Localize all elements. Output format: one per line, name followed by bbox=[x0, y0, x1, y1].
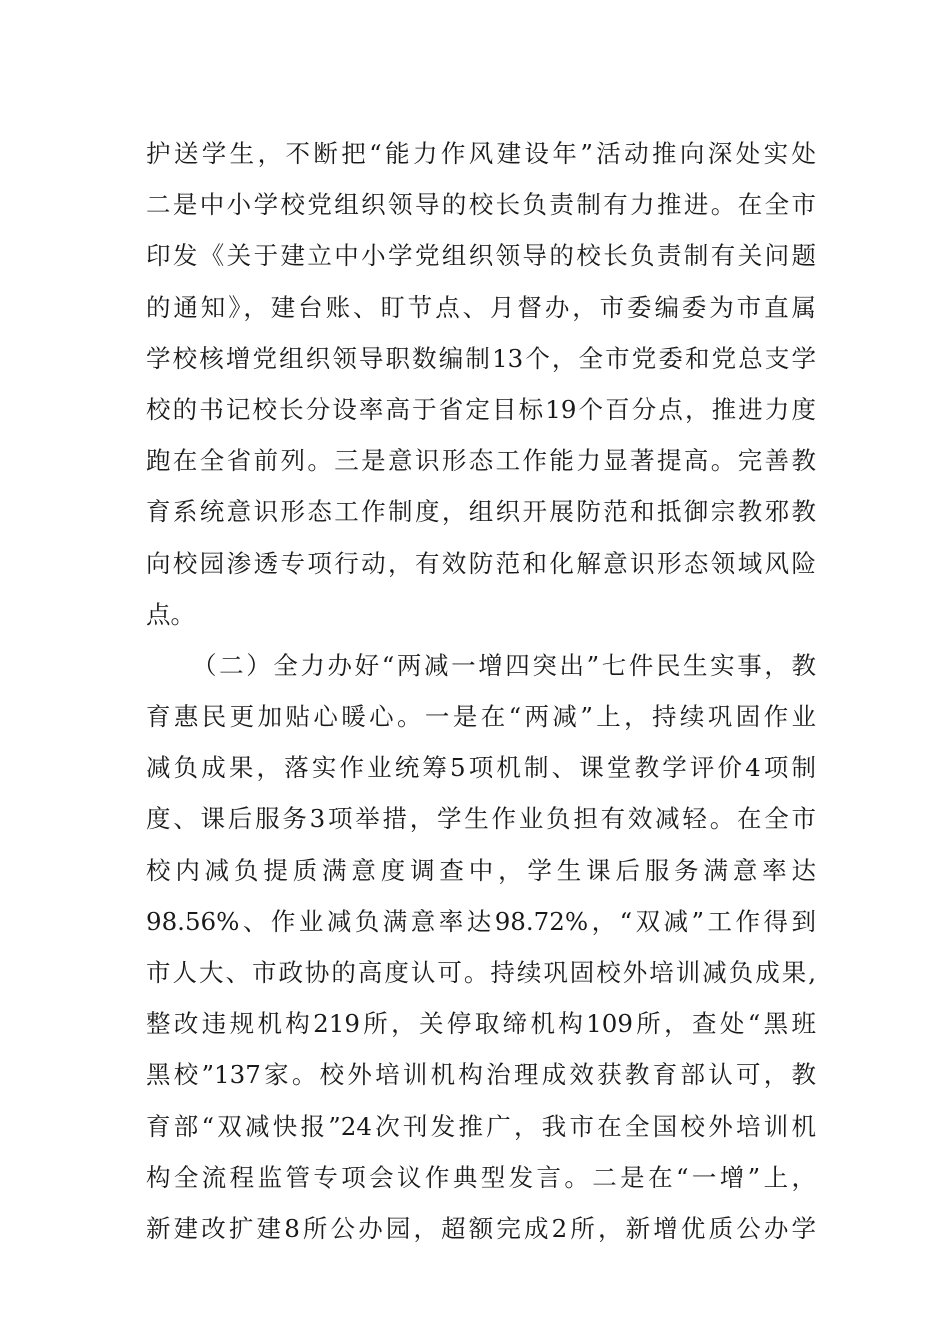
text-line: 育部“双减快报”24次刊发推广，我市在全国校外培训机 bbox=[146, 1111, 816, 1141]
text-line: 整改违规机构219所，关停取缔机构109所，查处“黑班 bbox=[146, 1009, 816, 1039]
text-line: 的通知》，建台账、盯节点、月督办，市委编委为市直属 bbox=[146, 292, 816, 322]
text-line: 构全流程监管专项会议作典型发言。二是在“一增”上， bbox=[146, 1162, 816, 1192]
text-line: 印发《关于建立中小学党组织领导的校长负责制有关问题 bbox=[146, 241, 816, 271]
text-line: 育系统意识形态工作制度，组织开展防范和抵御宗教邪教 bbox=[146, 497, 816, 527]
text-line: 黑校”137家。校外培训机构治理成效获教育部认可，教 bbox=[146, 1060, 816, 1090]
text-line: 新建改扩建8所公办园，超额完成2所，新增优质公办学 bbox=[146, 1213, 816, 1243]
text-line: 向校园渗透专项行动，有效防范和化解意识形态领域风险 bbox=[146, 548, 816, 578]
text-line: 跑在全省前列。三是意识形态工作能力显著提高。完善教 bbox=[146, 446, 816, 476]
text-line: 校的书记校长分设率高于省定目标19个百分点，推进力度 bbox=[146, 394, 816, 424]
text-line: 市人大、市政协的高度认可。持续巩固校外培训减负成果, bbox=[146, 958, 816, 987]
body-text bbox=[146, 128, 816, 1254]
section-heading-line: （二）全力办好“两减一增四突出”七件民生实事，教 bbox=[192, 650, 816, 680]
text-line: 度、课后服务3项举措，学生作业负担有效减轻。在全市 bbox=[146, 804, 816, 834]
text-line: 校内减负提质满意度调查中，学生课后服务满意率达 bbox=[146, 855, 816, 885]
text-line: 育惠民更加贴心暖心。一是在“两减”上，持续巩固作业 bbox=[146, 702, 816, 732]
text-line: 二是中小学校党组织领导的校长负责制有力推进。在全市 bbox=[146, 190, 816, 220]
text-line: 点。 bbox=[146, 599, 195, 629]
text-line: 护送学生，不断把“能力作风建设年”活动推向深处实处 bbox=[146, 139, 816, 168]
text-line: 学校核增党组织领导职数编制13个，全市党委和党总支学 bbox=[146, 343, 816, 373]
text-line: 减负成果，落实作业统筹5项机制、课堂教学评价4项制 bbox=[146, 753, 816, 783]
text-line: 98.56%、作业减负满意率达98.72%，“双减”工作得到 bbox=[146, 906, 816, 936]
